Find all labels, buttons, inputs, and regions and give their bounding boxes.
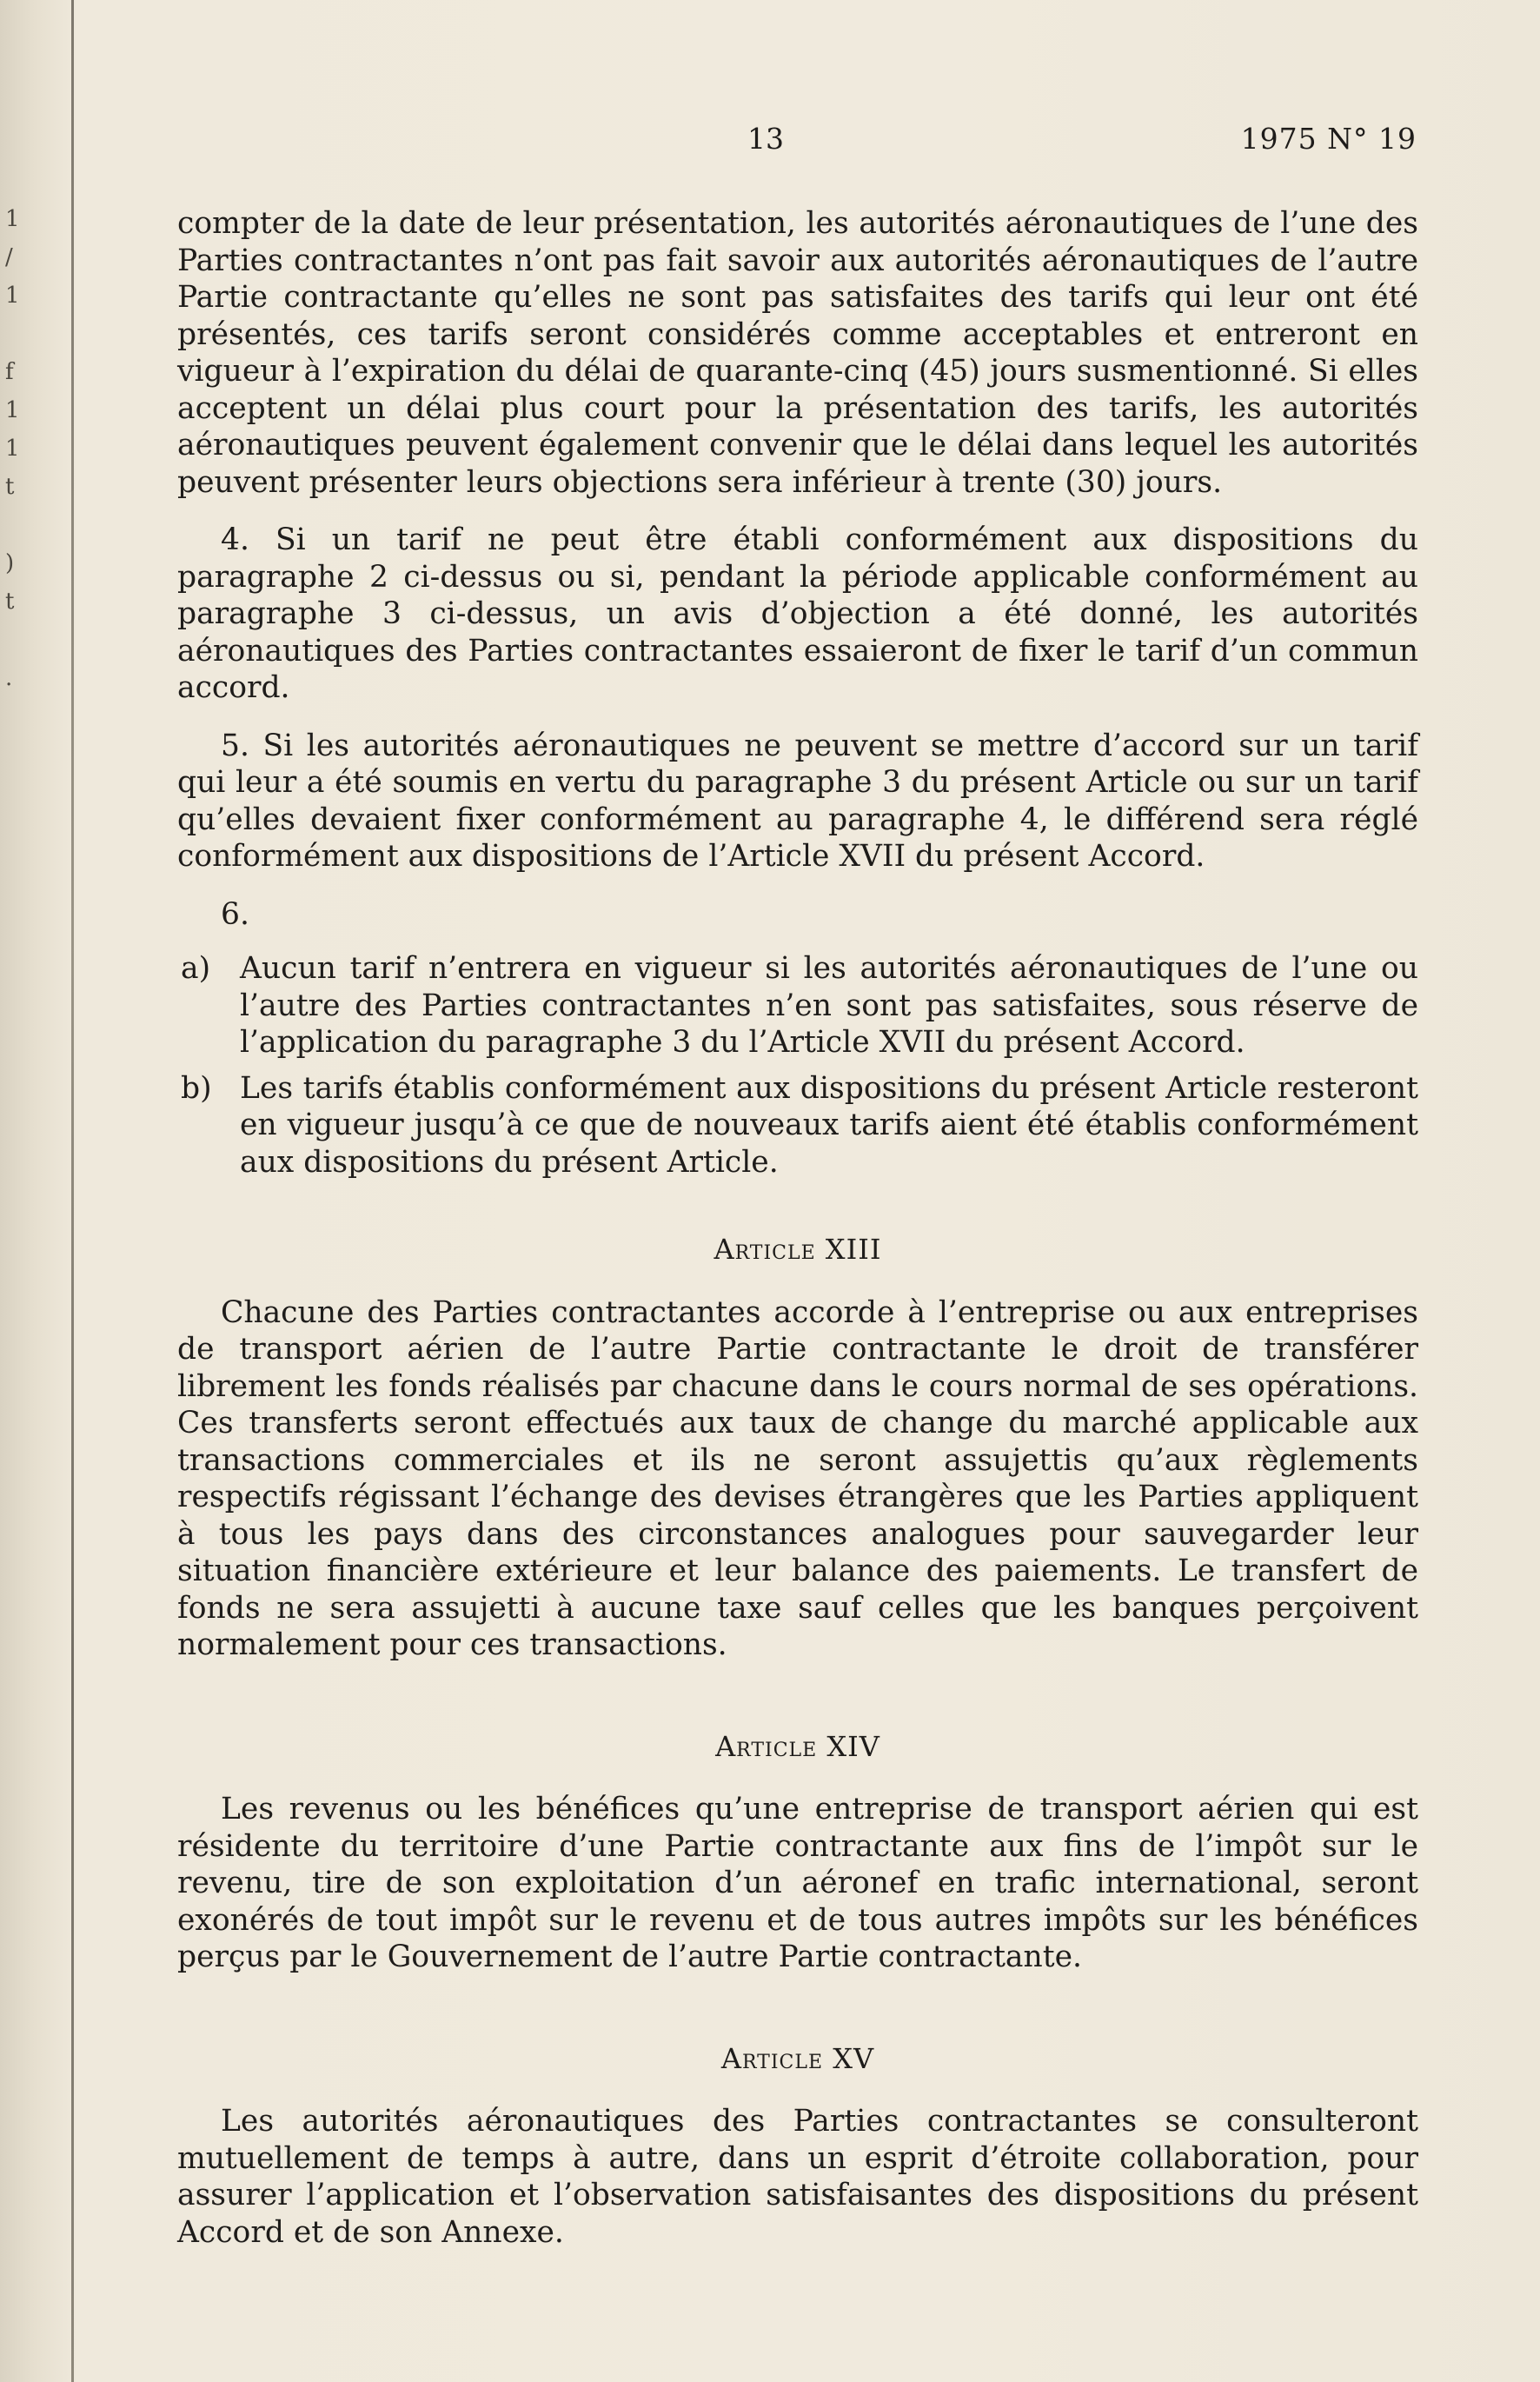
page-header	[183, 122, 1417, 174]
page-number: 13	[747, 122, 784, 156]
list-item-text: Aucun tarif n’entrera en vigueur si les autorités aéronautiques de l’une ou l’autre des Parties contractantes n’en sont pas satisfaites, sous réserve de l’application du paragraphe 3 du l’Article XVII du présent Accord.	[240, 951, 1418, 1060]
binding-gutter	[71, 0, 74, 2382]
margin-mark	[0, 506, 26, 544]
document-reference: 1975 N° 19	[1240, 122, 1417, 156]
margin-mark: )	[5, 550, 15, 576]
article-13-heading: Article XIII	[714, 1233, 882, 1266]
paragraph-4: 4. Si un tarif ne peut être établi conformément aux dispositions du paragraphe 2 ci-dessus ou si, pendant la période applicable conformément au paragraphe 3 ci-dessus, un avis d’objection a été donné, les autorités aéronautiques des Parties contractantes essaieront de fixer le tarif d’un commun accord.	[177, 522, 1418, 705]
margin-mark: 1	[5, 206, 20, 232]
margin-mark: 1	[5, 436, 20, 462]
margin-mark: /	[5, 244, 13, 270]
margin-mark: 1	[5, 283, 20, 309]
paragraph-6-number: 6.	[221, 896, 249, 932]
margin-mark: t	[5, 474, 15, 500]
continued-paragraph: compter de la date de leur présentation, les autorités aéronautiques de l’une des Parties contractantes n’ont pas fait savoir aux autorités aéronautiques de l’autre Partie contractante qu’elles ne sont pas satisfaites des tarifs qui leur ont été présentés, ces tarifs seront considérés comme acceptables et entreront en vigueur à l’expiration du délai de quarante-cinq (45) jours susmentionné. Si elles acceptent un délai plus court pour la présentation des tarifs, les autorités aéronautiques peuvent également convenir que le délai dans lequel les autorités peuvent présenter leurs objections sera inférieur à trente (30) jours.	[177, 206, 1418, 500]
list-item	[177, 1070, 1418, 1181]
article-13-text: Chacune des Parties contractantes accorde à l’entreprise ou aux entreprises de transport aérien de l’autre Partie contractante le droit de transférer librement les fonds réalisés par chacune dans le cours normal de ses opérations. Ces transferts seront effectués aux taux de change du marché applicable aux transactions commerciales et ils ne seront assujettis qu’aux règlements respectifs régissant l’échange des devises étrangères que les Parties appliquent à tous les pays dans des circonstances analogues pour sauvegarder leur situation financière extérieure et leur balance des paiements. Le transfert de fonds ne sera assujetti à aucune taxe sauf celles que les banques perçoivent normalement pour ces transactions.	[177, 1294, 1418, 1662]
margin-mark: .	[5, 665, 13, 691]
article-14-text: Les revenus ou les bénéfices qu’une entreprise de transport aérien qui est résidente du territoire d’une Partie contractante aux fins de l’impôt sur le revenu, tire de son exploitation d’un aéronef en trafic international, seront exonérés de tout impôt sur le revenu et de tous autres impôts sur les bénéfices perçus par le Gouvernement de l’autre Partie contractante.	[177, 1792, 1418, 1974]
margin-mark	[0, 621, 26, 659]
document-body	[177, 205, 1418, 2251]
list-item-label: b)	[181, 1070, 212, 1106]
article-15-heading: Article XV	[720, 2041, 875, 2075]
list-item-text: Les tarifs établis conformément aux dispositions du présent Article resteront en vigueur jusqu’à ce que de nouveaux tarifs aient été établis conformément aux dispositions du présent Article.	[240, 1070, 1418, 1180]
margin-mark: 1	[5, 397, 20, 423]
left-margin-marks	[0, 200, 26, 697]
margin-mark: t	[5, 589, 15, 615]
article-14-heading: Article XIV	[715, 1729, 880, 1763]
margin-mark	[0, 315, 26, 353]
paragraph-5: 5. Si les autorités aéronautiques ne peuvent se mettre d’accord sur un tarif qui leur a été soumis en vertu du paragraphe 3 du présent Article ou sur un tarif qu’elles devaient fixer conformément au paragraphe 4, le différend sera réglé conformément aux dispositions de l’Article XVII du présent Accord.	[177, 728, 1418, 874]
list-item-label: a)	[181, 951, 211, 986]
list-item	[177, 950, 1418, 1061]
margin-mark: f	[5, 359, 14, 385]
article-15-text: Les autorités aéronautiques des Parties contractantes se consulteront mutuellement de temps à autre, dans un esprit d’étroite collaboration, pour assurer l’application et l’observation satisfaisantes des dispositions du présent Accord et de son Annexe.	[177, 2104, 1418, 2250]
